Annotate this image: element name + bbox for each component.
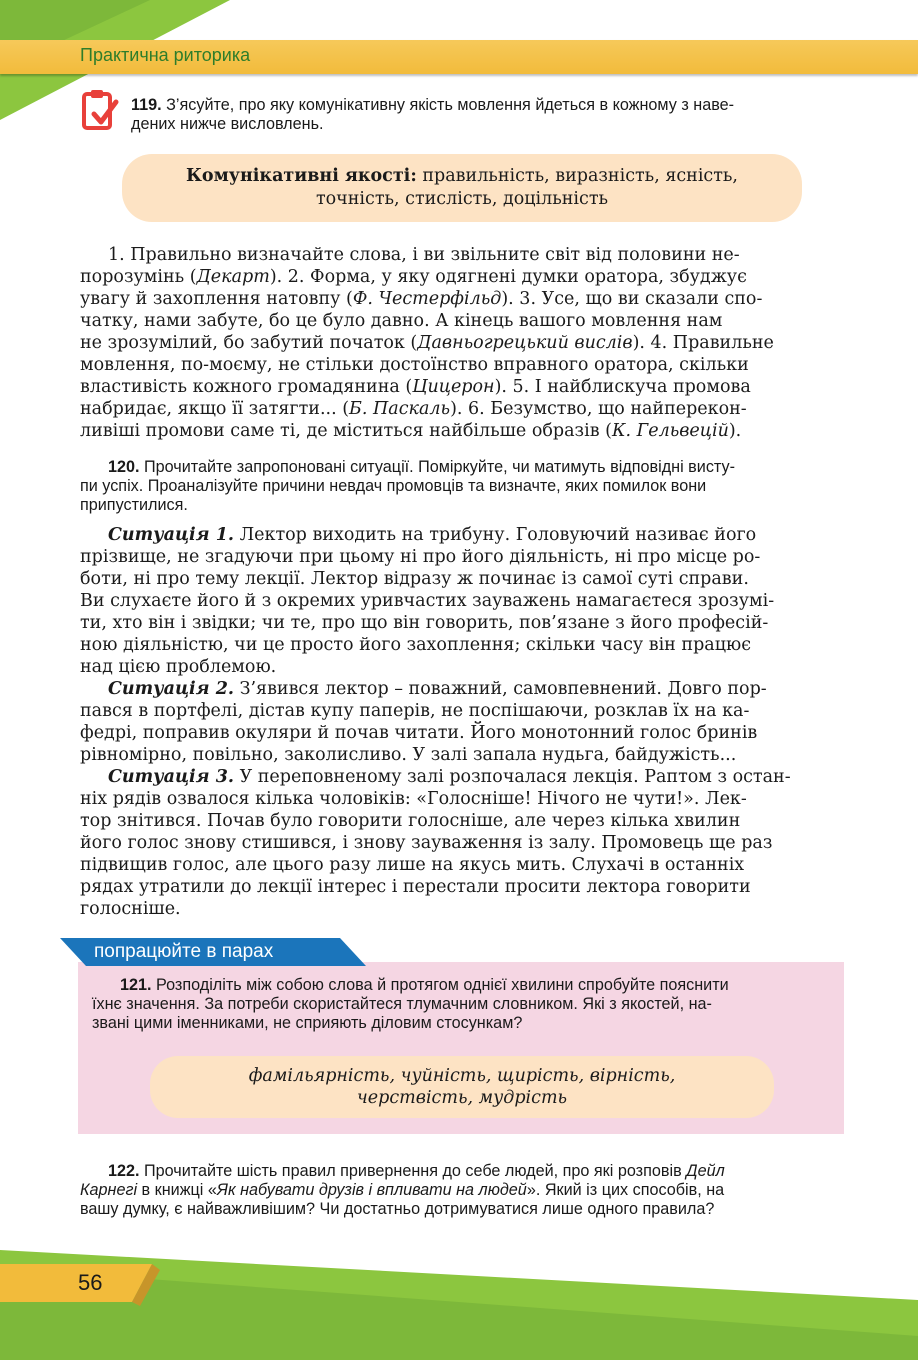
text-line: голосніше. xyxy=(80,899,181,919)
text-line: ною діяльністю, чи це просто його захоплення; скільки часу він працює xyxy=(80,635,751,655)
task-119 xyxy=(131,96,846,134)
words-line: фамільярність, чуйність, щирість, вірність, xyxy=(248,1066,676,1086)
text-line: Ви слухаєте його й з окремих уривчастих зауважень намагаєтеся зрозумі- xyxy=(80,591,775,611)
text-line: ливіші промови саме ті, де міститься найбільше образів (К. Гельвецій). xyxy=(80,421,742,441)
text-line: тор знітився. Почав було говорити голосніше, але через кілька хвилин xyxy=(80,811,741,831)
communicative-qualities-box xyxy=(122,154,802,222)
task-text: звані цими іменниками, не сприяють діловим стосункам? xyxy=(92,1014,523,1032)
text-line: набридає, якщо її затягти... (Б. Паскаль). 6. Безумство, що найперекон- xyxy=(80,399,747,419)
task-checklist-icon xyxy=(80,88,120,134)
text-line: порозумінь (Декарт). 2. Форма, у яку одягнені думки оратора, збуджує xyxy=(80,267,747,287)
task-text: Розподіліть між собою слова й протягом однієї хвилини спробуйте пояснити xyxy=(156,976,729,994)
task-text: пи успіх. Проаналізуйте причини невдач промовців та визначте, яких помилок вони xyxy=(80,477,707,495)
task-121 xyxy=(80,976,836,1033)
text-line: рядах утратили до лекції інтерес і перестали просити лектора говорити xyxy=(80,877,751,897)
task-number: 119. xyxy=(131,96,162,114)
text-line: увагу й захоплення натовпу (Ф. Честерфільд). 3. Усе, що ви сказали спо- xyxy=(80,289,763,309)
task-number: 121. xyxy=(120,976,152,994)
text-line: федрі, поправив окуляри й почав читати. Його монотонний голос бринів xyxy=(80,723,758,743)
qualities-items: точність, стислість, доцільність xyxy=(315,189,609,209)
text-line: властивість кожного громадянина (Цицерон). 5. І найблискуча промова xyxy=(80,377,751,397)
task-text: вашу думку, є найважливішим? Чи достатньо дотримуватися лише одного правила? xyxy=(80,1200,715,1218)
text-line: його голос знову стишився, і знову зауваження із залу. Промовець ще раз xyxy=(80,833,773,853)
text-line: пався в портфелі, дістав купу паперів, не поспішаючи, розклав їх на ка- xyxy=(80,701,750,721)
text-line: боти, ні про тему лекції. Лектор відразу ж починає із самої суті справи. xyxy=(80,569,749,589)
text-line: прізвище, не згадуючи при цьому ні про його діяльність, ні про місце ро- xyxy=(80,547,761,567)
task-number: 120. xyxy=(108,458,140,476)
task-text: З’ясуйте, про яку комунікативну якість мовлення йдеться в кожному з наве- xyxy=(166,96,735,114)
qualities-label: Комунікативні якості: xyxy=(185,166,417,186)
text-line: мовлення, по-моєму, не стільки достоїнство вправного оратора, скільки xyxy=(80,355,749,375)
section-title: Практична риторика xyxy=(80,45,251,65)
text-line: ніх рядів озвалося кілька чоловіків: «Голосніше! Нічого не чути!». Лек- xyxy=(80,789,747,809)
situations-block xyxy=(80,524,844,920)
task-text: їхнє значення. За потреби скористайтеся тлумачним словником. Які з якостей, на- xyxy=(92,995,712,1013)
situation-3: Ситуація 3. У переповненому залі розпочалася лекція. Раптом з остан- xyxy=(108,767,791,787)
page-number: 56 xyxy=(78,1270,103,1295)
quotes-paragraph xyxy=(80,244,844,442)
footer-decoration xyxy=(0,1240,918,1360)
text-line: рівномірно, повільно, заколисливо. У залі запала нудьга, байдужість... xyxy=(80,745,737,765)
task-122: 122. Прочитайте шість правил привернення до себе людей, про які розповів Дейл Карнегі в книжці «Як набувати друзів і впливати на людей». Який із цих способів, на вашу думку, є найважливішим? Чи достатньо дотримуватися лише одного правила? xyxy=(80,1162,844,1219)
task-text: припустилися. xyxy=(80,496,188,514)
task-text: Прочитайте запропоновані ситуації. Поміркуйте, чи матимуть відповідні висту- xyxy=(144,458,736,476)
text-line: над цією проблемою. xyxy=(80,657,277,677)
situation-2: Ситуація 2. З’явився лектор – поважний, самовпевнений. Довго пор- xyxy=(108,679,767,699)
text-line: чатку, нами забуте, бо це було давно. А кінець вашого мовлення нам xyxy=(80,311,723,331)
pairs-label: попрацюйте в парах xyxy=(94,941,274,962)
task-number: 122. xyxy=(108,1162,140,1180)
task-text: дених нижче висловлень. xyxy=(131,115,324,133)
words-line: черствість, мудрість xyxy=(356,1088,568,1108)
situation-1: Ситуація 1. Лектор виходить на трибуну. Головуючий називає його xyxy=(108,525,757,545)
words-box xyxy=(150,1056,774,1118)
task-120 xyxy=(80,458,844,515)
text-line: 1. Правильно визначайте слова, і ви звільните світ від половини не- xyxy=(108,245,740,265)
text-line: не зрозумілий, бо забутий початок (Давньогрецький вислів). 4. Правильне xyxy=(80,333,774,353)
text-line: ти, хто він і звідки; чи те, про що він говорить, пов’язане з його професій- xyxy=(80,613,769,633)
qualities-items: правильність, виразність, ясність, xyxy=(422,166,738,186)
text-line: підвищив голос, але цього разу лише на якусь мить. Слухачі в останніх xyxy=(80,855,745,875)
